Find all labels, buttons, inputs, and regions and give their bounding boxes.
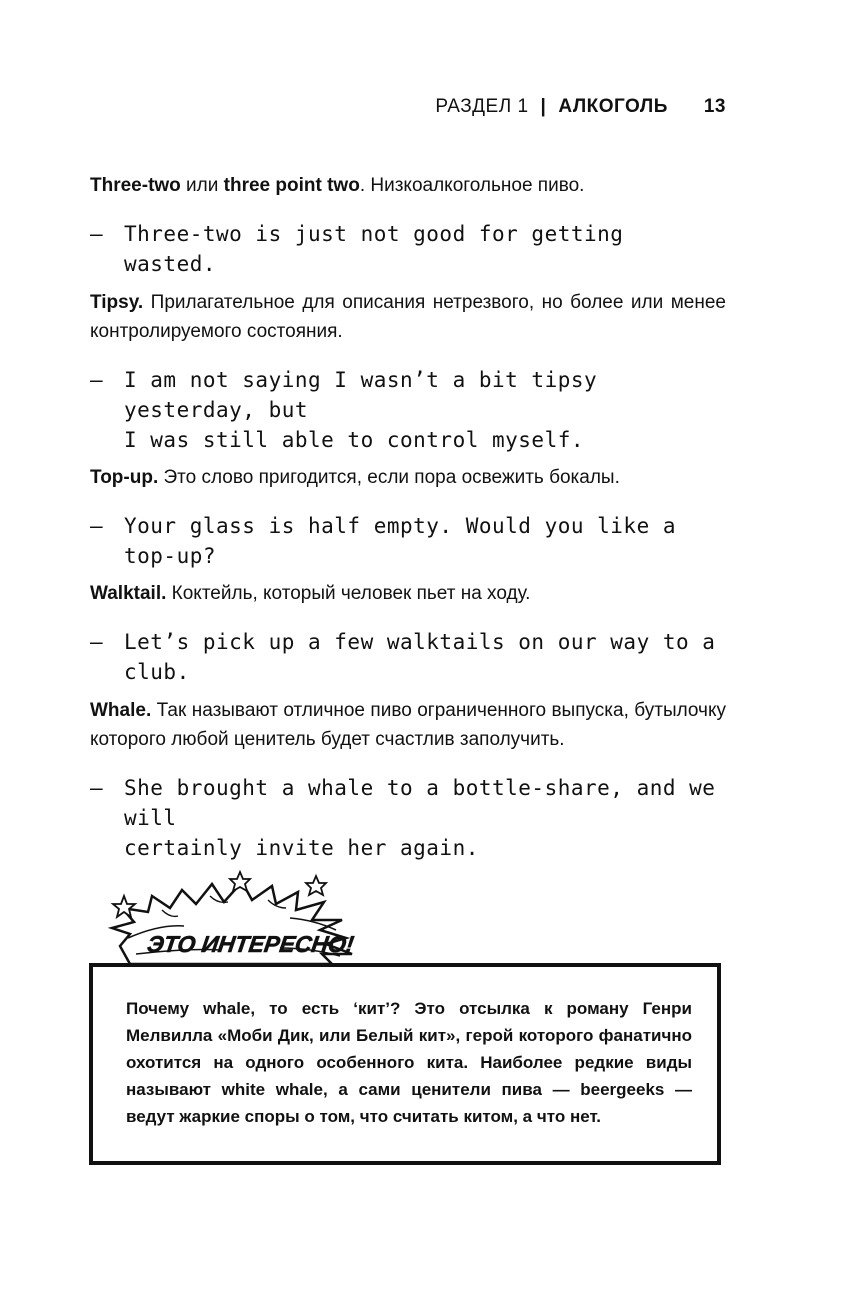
example-line-1: I am not saying I wasn’t a bit tipsy yesterday, but: [124, 368, 598, 422]
example-line-2: I was still able to control myself.: [124, 428, 585, 452]
example-line-1: Your glass is half empty. Would you like a top-up?: [124, 514, 677, 568]
chapter-title: АЛКОГОЛЬ: [558, 96, 668, 117]
glossary-entry-three-two: [90, 171, 726, 279]
glossary-entry-tipsy: [90, 288, 726, 455]
entry-term: Three-two: [90, 175, 181, 196]
entry-example: [90, 773, 726, 863]
entry-term: Whale.: [90, 700, 152, 721]
section-label: РАЗДЕЛ 1: [435, 96, 529, 117]
entry-definition: [90, 463, 726, 492]
glossary-entry-top-up: [90, 463, 726, 571]
header-separator: |: [540, 96, 547, 117]
entry-definition: [90, 288, 726, 346]
callout-box: [89, 963, 721, 1165]
badge-text: ЭТО ИНТЕРЕСНО!: [145, 931, 356, 957]
entry-term: Top-up.: [90, 467, 159, 488]
example-line-1: Three-two is just not good for getting wasted.: [124, 222, 624, 276]
entry-term-alt: three point two: [223, 175, 360, 196]
example-line-1: Let’s pick up a few walktails on our way to a club.: [124, 630, 716, 684]
entry-example: [90, 627, 726, 687]
example-dash: —: [90, 514, 104, 538]
entry-example: [90, 365, 726, 455]
entry-example: [90, 511, 726, 571]
term-joiner: или: [180, 175, 224, 196]
example-line-1: She brought a whale to a bottle-share, and we will: [124, 776, 716, 830]
page-number: 13: [703, 96, 726, 117]
definition-text: Так называют отличное пиво ограниченного выпуска, бутылочку которого любой ценитель будет счастлив заполучить.: [90, 700, 726, 750]
callout-badge: [100, 868, 380, 968]
example-dash: —: [90, 630, 104, 654]
entry-term: Tipsy.: [90, 292, 144, 313]
entry-definition: [90, 696, 726, 754]
glossary-entry-whale: [90, 696, 726, 863]
entry-definition: [90, 171, 726, 200]
entry-example: [90, 219, 726, 279]
callout-text: Почему whale, то есть ‘кит’? Это отсылка к роману Генри Мелвилла «Моби Дик, или Белый кит», герой которого фанатично охотится на одного особенного кита. Наиболее редкие виды называют white whale, а сами ценители пива — beergeeks — ведут жаркие споры о том, что считать китом, а что нет.: [126, 999, 692, 1126]
running-header: [435, 96, 726, 118]
example-line-2: certainly invite her again.: [124, 836, 479, 860]
entry-definition: [90, 579, 726, 608]
example-dash: —: [90, 776, 104, 800]
example-dash: —: [90, 368, 104, 392]
definition-text: Коктейль, который человек пьет на ходу.: [166, 583, 531, 604]
definition-text: Это слово пригодится, если пора освежить бокалы.: [158, 467, 620, 488]
entry-term: Walktail.: [90, 583, 167, 604]
definition-text: Прилагательное для описания нетрезвого, но более или менее контролируемого состояния.: [90, 292, 726, 342]
definition-text: . Низкоалкогольное пиво.: [359, 175, 585, 196]
star-icon: [306, 876, 326, 895]
glossary-entry-walktail: [90, 579, 726, 687]
example-dash: —: [90, 222, 104, 246]
